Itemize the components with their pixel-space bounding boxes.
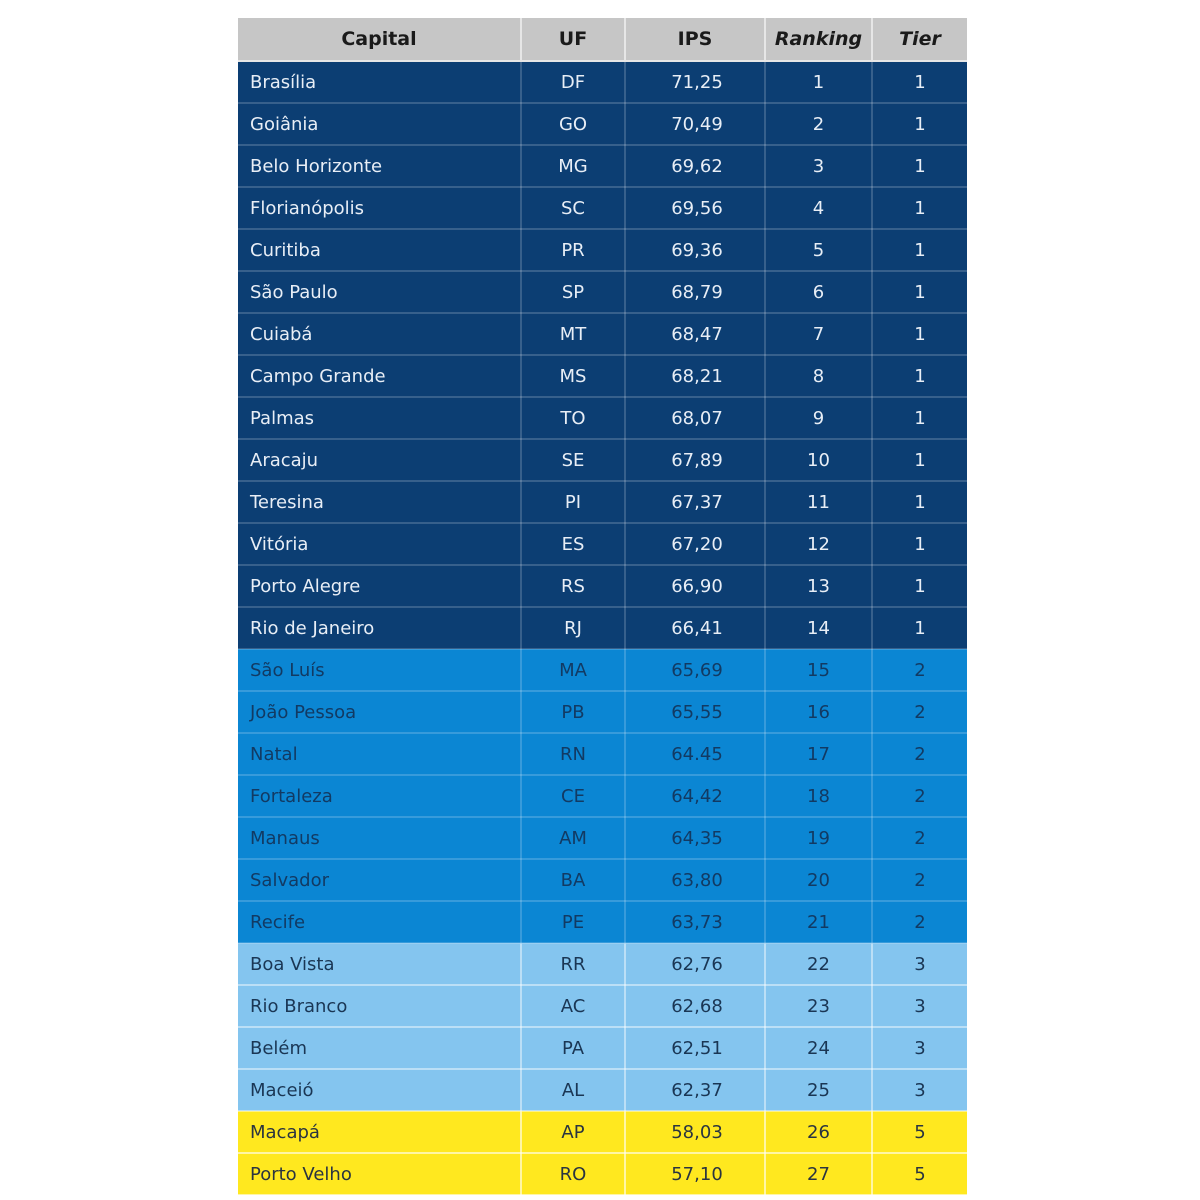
cell-capital: Natal xyxy=(238,733,521,775)
cell-capital: Fortaleza xyxy=(238,775,521,817)
cell-uf: PB xyxy=(521,691,625,733)
table-row xyxy=(238,943,967,985)
cell-tier: 5 xyxy=(872,1153,967,1195)
cell-tier: 1 xyxy=(872,271,967,313)
cell-uf: SE xyxy=(521,439,625,481)
cell-capital: Campo Grande xyxy=(238,355,521,397)
cell-uf: PI xyxy=(521,481,625,523)
header-capital: Capital xyxy=(238,18,521,61)
cell-uf: MS xyxy=(521,355,625,397)
cell-capital: Belém xyxy=(238,1027,521,1069)
table-row xyxy=(238,271,967,313)
cell-ranking: 26 xyxy=(765,1111,872,1153)
cell-ips: 69,36 xyxy=(625,229,765,271)
cell-uf: PE xyxy=(521,901,625,943)
cell-tier: 1 xyxy=(872,61,967,103)
table-row xyxy=(238,481,967,523)
cell-ranking: 9 xyxy=(765,397,872,439)
cell-ranking: 16 xyxy=(765,691,872,733)
cell-ips: 63,80 xyxy=(625,859,765,901)
cell-uf: SC xyxy=(521,187,625,229)
table-row xyxy=(238,859,967,901)
cell-ranking: 21 xyxy=(765,901,872,943)
cell-capital: João Pessoa xyxy=(238,691,521,733)
header-tier: Tier xyxy=(872,18,967,61)
table-row xyxy=(238,901,967,943)
cell-uf: CE xyxy=(521,775,625,817)
cell-ips: 64,42 xyxy=(625,775,765,817)
cell-tier: 2 xyxy=(872,817,967,859)
cell-uf: RS xyxy=(521,565,625,607)
cell-uf: AM xyxy=(521,817,625,859)
table-row xyxy=(238,61,967,103)
cell-tier: 3 xyxy=(872,1027,967,1069)
cell-ips: 69,62 xyxy=(625,145,765,187)
cell-ranking: 12 xyxy=(765,523,872,565)
cell-ranking: 23 xyxy=(765,985,872,1027)
cell-ranking: 18 xyxy=(765,775,872,817)
cell-capital: Palmas xyxy=(238,397,521,439)
cell-uf: TO xyxy=(521,397,625,439)
cell-uf: AP xyxy=(521,1111,625,1153)
cell-ips: 67,89 xyxy=(625,439,765,481)
cell-ranking: 3 xyxy=(765,145,872,187)
table-row xyxy=(238,229,967,271)
table-row xyxy=(238,145,967,187)
cell-uf: PA xyxy=(521,1027,625,1069)
cell-capital: São Luís xyxy=(238,649,521,691)
cell-ips: 62,51 xyxy=(625,1027,765,1069)
cell-ranking: 10 xyxy=(765,439,872,481)
cell-ranking: 13 xyxy=(765,565,872,607)
cell-tier: 1 xyxy=(872,103,967,145)
table-row xyxy=(238,691,967,733)
header-uf: UF xyxy=(521,18,625,61)
cell-ips: 66,41 xyxy=(625,607,765,649)
table-row xyxy=(238,523,967,565)
cell-ips: 70,49 xyxy=(625,103,765,145)
cell-tier: 2 xyxy=(872,733,967,775)
cell-tier: 2 xyxy=(872,859,967,901)
table-row xyxy=(238,733,967,775)
cell-uf: AC xyxy=(521,985,625,1027)
cell-capital: Cuiabá xyxy=(238,313,521,355)
header-ranking: Ranking xyxy=(765,18,872,61)
cell-ips: 71,25 xyxy=(625,61,765,103)
table-row xyxy=(238,1111,967,1153)
cell-ips: 68,07 xyxy=(625,397,765,439)
cell-ips: 67,20 xyxy=(625,523,765,565)
cell-ranking: 4 xyxy=(765,187,872,229)
cell-capital: São Paulo xyxy=(238,271,521,313)
cell-tier: 1 xyxy=(872,607,967,649)
cell-capital: Rio Branco xyxy=(238,985,521,1027)
cell-capital: Florianópolis xyxy=(238,187,521,229)
cell-capital: Macapá xyxy=(238,1111,521,1153)
table-row xyxy=(238,439,967,481)
table-row xyxy=(238,817,967,859)
cell-ips: 66,90 xyxy=(625,565,765,607)
cell-tier: 1 xyxy=(872,439,967,481)
cell-tier: 2 xyxy=(872,649,967,691)
cell-uf: AL xyxy=(521,1069,625,1111)
cell-ips: 64.45 xyxy=(625,733,765,775)
table-row xyxy=(238,313,967,355)
cell-uf: RO xyxy=(521,1153,625,1195)
cell-tier: 1 xyxy=(872,565,967,607)
cell-uf: RR xyxy=(521,943,625,985)
cell-ranking: 24 xyxy=(765,1027,872,1069)
cell-uf: RN xyxy=(521,733,625,775)
cell-capital: Porto Alegre xyxy=(238,565,521,607)
cell-uf: MT xyxy=(521,313,625,355)
cell-capital: Aracaju xyxy=(238,439,521,481)
cell-ranking: 14 xyxy=(765,607,872,649)
cell-capital: Rio de Janeiro xyxy=(238,607,521,649)
cell-capital: Manaus xyxy=(238,817,521,859)
cell-capital: Vitória xyxy=(238,523,521,565)
cell-uf: MG xyxy=(521,145,625,187)
cell-tier: 1 xyxy=(872,313,967,355)
cell-ranking: 27 xyxy=(765,1153,872,1195)
cell-capital: Recife xyxy=(238,901,521,943)
header-ips: IPS xyxy=(625,18,765,61)
table-header xyxy=(238,18,967,61)
cell-capital: Goiânia xyxy=(238,103,521,145)
cell-capital: Brasília xyxy=(238,61,521,103)
cell-uf: PR xyxy=(521,229,625,271)
cell-tier: 1 xyxy=(872,481,967,523)
cell-ips: 67,37 xyxy=(625,481,765,523)
table-row xyxy=(238,775,967,817)
cell-uf: MA xyxy=(521,649,625,691)
cell-ips: 68,79 xyxy=(625,271,765,313)
cell-tier: 1 xyxy=(872,229,967,271)
cell-ranking: 17 xyxy=(765,733,872,775)
cell-ranking: 25 xyxy=(765,1069,872,1111)
cell-ranking: 1 xyxy=(765,61,872,103)
cell-ips: 57,10 xyxy=(625,1153,765,1195)
header-row xyxy=(238,18,967,61)
cell-ranking: 6 xyxy=(765,271,872,313)
cell-capital: Curitiba xyxy=(238,229,521,271)
cell-ranking: 19 xyxy=(765,817,872,859)
cell-tier: 3 xyxy=(872,1069,967,1111)
cell-ips: 58,03 xyxy=(625,1111,765,1153)
cell-ips: 64,35 xyxy=(625,817,765,859)
cell-ips: 62,76 xyxy=(625,943,765,985)
cell-ranking: 2 xyxy=(765,103,872,145)
table-row xyxy=(238,103,967,145)
table-row xyxy=(238,565,967,607)
table-row xyxy=(238,649,967,691)
table-row xyxy=(238,607,967,649)
cell-uf: BA xyxy=(521,859,625,901)
cell-ranking: 8 xyxy=(765,355,872,397)
cell-tier: 1 xyxy=(872,145,967,187)
ips-ranking-table xyxy=(238,18,967,1196)
cell-ips: 62,37 xyxy=(625,1069,765,1111)
cell-tier: 1 xyxy=(872,187,967,229)
cell-tier: 2 xyxy=(872,775,967,817)
cell-capital: Maceió xyxy=(238,1069,521,1111)
cell-ips: 62,68 xyxy=(625,985,765,1027)
cell-ips: 68,47 xyxy=(625,313,765,355)
cell-ips: 65,55 xyxy=(625,691,765,733)
cell-ranking: 5 xyxy=(765,229,872,271)
cell-tier: 2 xyxy=(872,691,967,733)
cell-ranking: 22 xyxy=(765,943,872,985)
cell-tier: 2 xyxy=(872,901,967,943)
cell-tier: 1 xyxy=(872,397,967,439)
cell-tier: 3 xyxy=(872,943,967,985)
cell-tier: 5 xyxy=(872,1111,967,1153)
table-row xyxy=(238,355,967,397)
cell-uf: RJ xyxy=(521,607,625,649)
cell-capital: Belo Horizonte xyxy=(238,145,521,187)
cell-ips: 69,56 xyxy=(625,187,765,229)
cell-uf: SP xyxy=(521,271,625,313)
cell-tier: 1 xyxy=(872,523,967,565)
table-row xyxy=(238,985,967,1027)
table-row xyxy=(238,187,967,229)
cell-uf: GO xyxy=(521,103,625,145)
cell-ranking: 11 xyxy=(765,481,872,523)
cell-ranking: 7 xyxy=(765,313,872,355)
cell-ips: 68,21 xyxy=(625,355,765,397)
cell-capital: Salvador xyxy=(238,859,521,901)
table-row xyxy=(238,1027,967,1069)
cell-tier: 1 xyxy=(872,355,967,397)
ips-ranking-table-container xyxy=(238,18,967,1196)
table-body xyxy=(238,61,967,1195)
cell-capital: Boa Vista xyxy=(238,943,521,985)
cell-capital: Teresina xyxy=(238,481,521,523)
cell-tier: 3 xyxy=(872,985,967,1027)
table-row xyxy=(238,1153,967,1195)
cell-ips: 63,73 xyxy=(625,901,765,943)
cell-capital: Porto Velho xyxy=(238,1153,521,1195)
cell-uf: DF xyxy=(521,61,625,103)
cell-ranking: 15 xyxy=(765,649,872,691)
cell-ips: 65,69 xyxy=(625,649,765,691)
table-row xyxy=(238,397,967,439)
cell-uf: ES xyxy=(521,523,625,565)
cell-ranking: 20 xyxy=(765,859,872,901)
table-row xyxy=(238,1069,967,1111)
